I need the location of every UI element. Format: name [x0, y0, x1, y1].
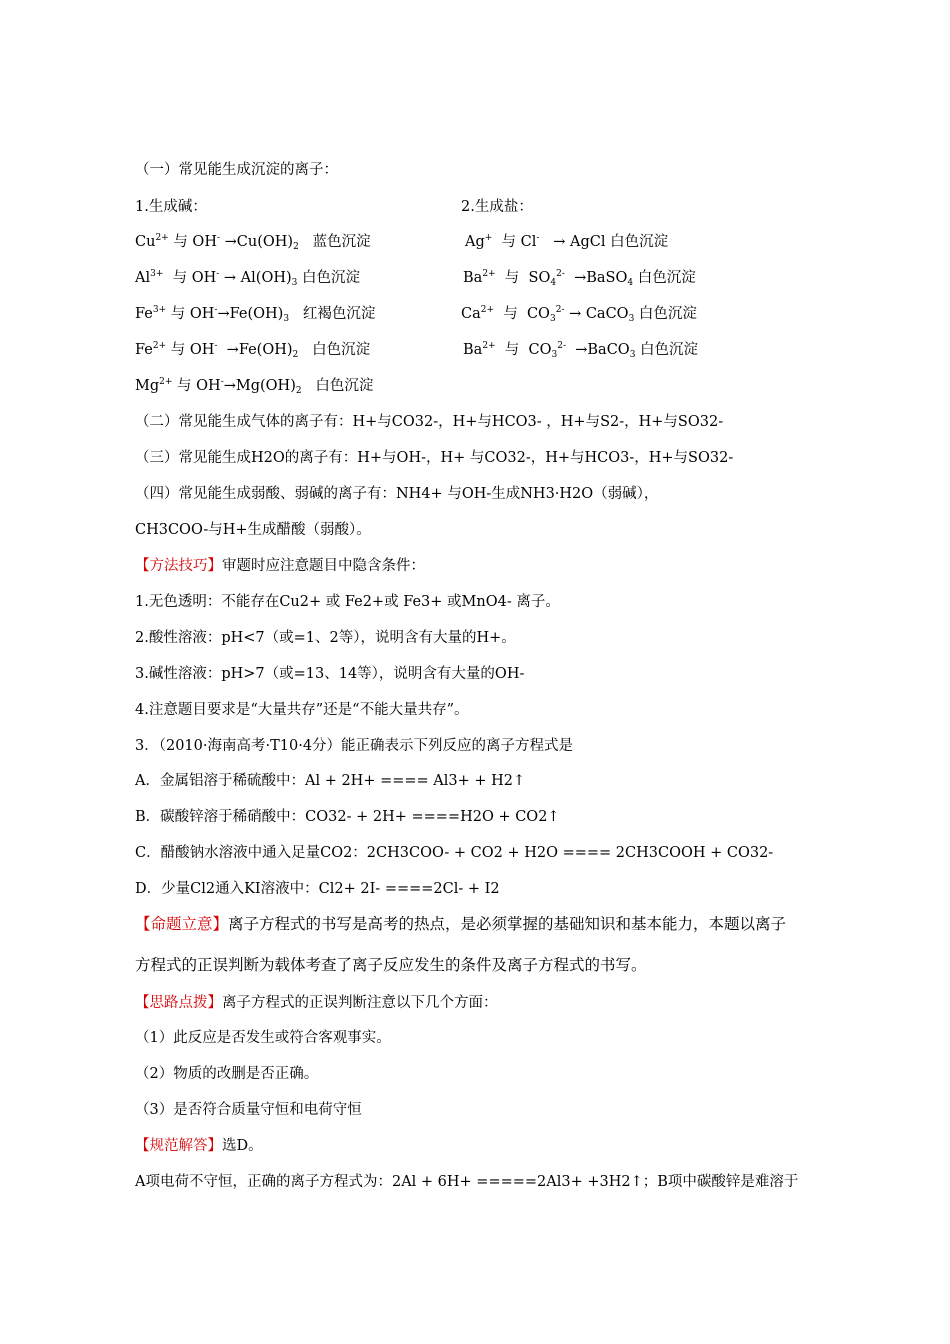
- answer-detail: A项电荷不守恒，正确的离子方程式为：2Al + 6H+ =====2Al3+ +3H2↑；B项中碳酸锌是难溶于: [135, 1174, 799, 1190]
- salt-heading: 2.生成盐：: [461, 199, 533, 215]
- section-4-continued: CH3COO-与H+生成醋酸（弱酸）。: [135, 522, 371, 538]
- tip-4: 4.注意题目要求是“大量共存”还是“不能大量共存”。: [135, 702, 469, 718]
- tip-1: 1.无色透明：不能存在Cu2+ 或 Fe2+或 Fe3+ 或MnO4- 离子。: [135, 594, 560, 610]
- base-row: $Fe^{2+}$ 与 $OH^- \to Fe(OH)_2$ 白色沉淀: [135, 341, 371, 360]
- base-row: $Cu^{2+}$ 与 $OH^- \to Cu(OH)_2$ 蓝色沉淀: [135, 233, 371, 252]
- section-3-water: （三）常见能生成H2O的离子有：H+与OH-，H+ 与CO32-，H+与HCO3-，H+与SO32-: [135, 450, 734, 466]
- hint-1: （1）此反应是否发生或符合客观事实。: [135, 1030, 391, 1046]
- base-heading: 1.生成碱：: [135, 199, 207, 215]
- salt-row: $Ca^{2+}$ 与 $CO_3^{2-}$ → CaCO$_3$ 白色沉淀: [461, 305, 697, 324]
- tips-paragraph: 【方法技巧】审题时应注意题目中隐含条件：: [135, 558, 425, 574]
- section-2-gas: （二）常见能生成气体的离子有：H+与CO32-，H+与HCO3- ，H+与S2-，H+与SO32-: [135, 414, 724, 430]
- base-row: $Al^{3+}$ 与 $OH^- \to Al(OH)_3$ 白色沉淀: [135, 269, 360, 288]
- tip-2: 2.酸性溶液：pH<7（或=1、2等），说明含有大量的H+。: [135, 630, 516, 646]
- hint-tag: 【思路点拨】: [135, 995, 222, 1011]
- hint-2: （2）物质的改删是否正确。: [135, 1066, 319, 1082]
- intent-paragraph: 【命题立意】离子方程式的书写是高考的热点，是必须掌握的基础知识和基本能力，本题以离子: [135, 915, 787, 933]
- salt-row: Ag+ 与 Cl- → AgCl 白色沉淀: [465, 233, 669, 250]
- salt-row: $Ba^{2+}$ 与 $CO_3^{2-}$ →BaCO$_3$ 白色沉淀: [463, 341, 699, 360]
- option-d: D．少量Cl2通入KI溶液中：Cl2+ 2I- ====2Cl- + I2: [135, 881, 500, 897]
- answer-paragraph: 【规范解答】选D。: [135, 1138, 263, 1154]
- base-row: $Mg^{2+}$ 与 $OH^-\to Mg(OH)_2$ 白色沉淀: [135, 377, 374, 396]
- option-c: C．醋酸钠水溶液中通入足量CO2：2CH3COO- + CO2 + H2O ==== 2CH3COOH + CO32-: [135, 845, 774, 861]
- option-b: B．碳酸锌溶于稀硝酸中：CO32- + 2H+ ====H2O + CO2↑: [135, 809, 560, 825]
- hint-paragraph: 【思路点拨】离子方程式的正误判断注意以下几个方面：: [135, 995, 498, 1011]
- intent-paragraph-continued: 方程式的正误判断为载体考查了离子反应发生的条件及离子方程式的书写。: [135, 956, 647, 974]
- intent-tag: 【命题立意】: [135, 915, 229, 933]
- hint-3: （3）是否符合质量守恒和电荷守恒: [135, 1102, 362, 1118]
- salt-row: $Ba^{2+}$ 与 $SO_4^{2-}$ →BaSO$_4$ 白色沉淀: [463, 269, 696, 288]
- question-3: 3．（2010·海南高考·T10·4分）能正确表示下列反应的离子方程式是: [135, 738, 574, 754]
- tip-3: 3.碱性溶液：pH>7（或=13、14等），说明含有大量的OH-: [135, 666, 525, 682]
- tips-tag: 【方法技巧】: [135, 558, 222, 574]
- section-4-weak: （四）常见能生成弱酸、弱碱的离子有：NH4+ 与OH-生成NH3·H2O（弱碱），: [135, 486, 659, 502]
- answer-tag: 【规范解答】: [135, 1138, 222, 1154]
- option-a: A．金属铝溶于稀硫酸中：Al + 2H+ ==== Al3+ + H2↑: [135, 773, 526, 789]
- base-row: $Fe^{3+}$ 与 $OH^-\to Fe(OH)_3$ 红褐色沉淀: [135, 305, 376, 324]
- section-1-title: （一）常见能生成沉淀的离子：: [135, 162, 338, 178]
